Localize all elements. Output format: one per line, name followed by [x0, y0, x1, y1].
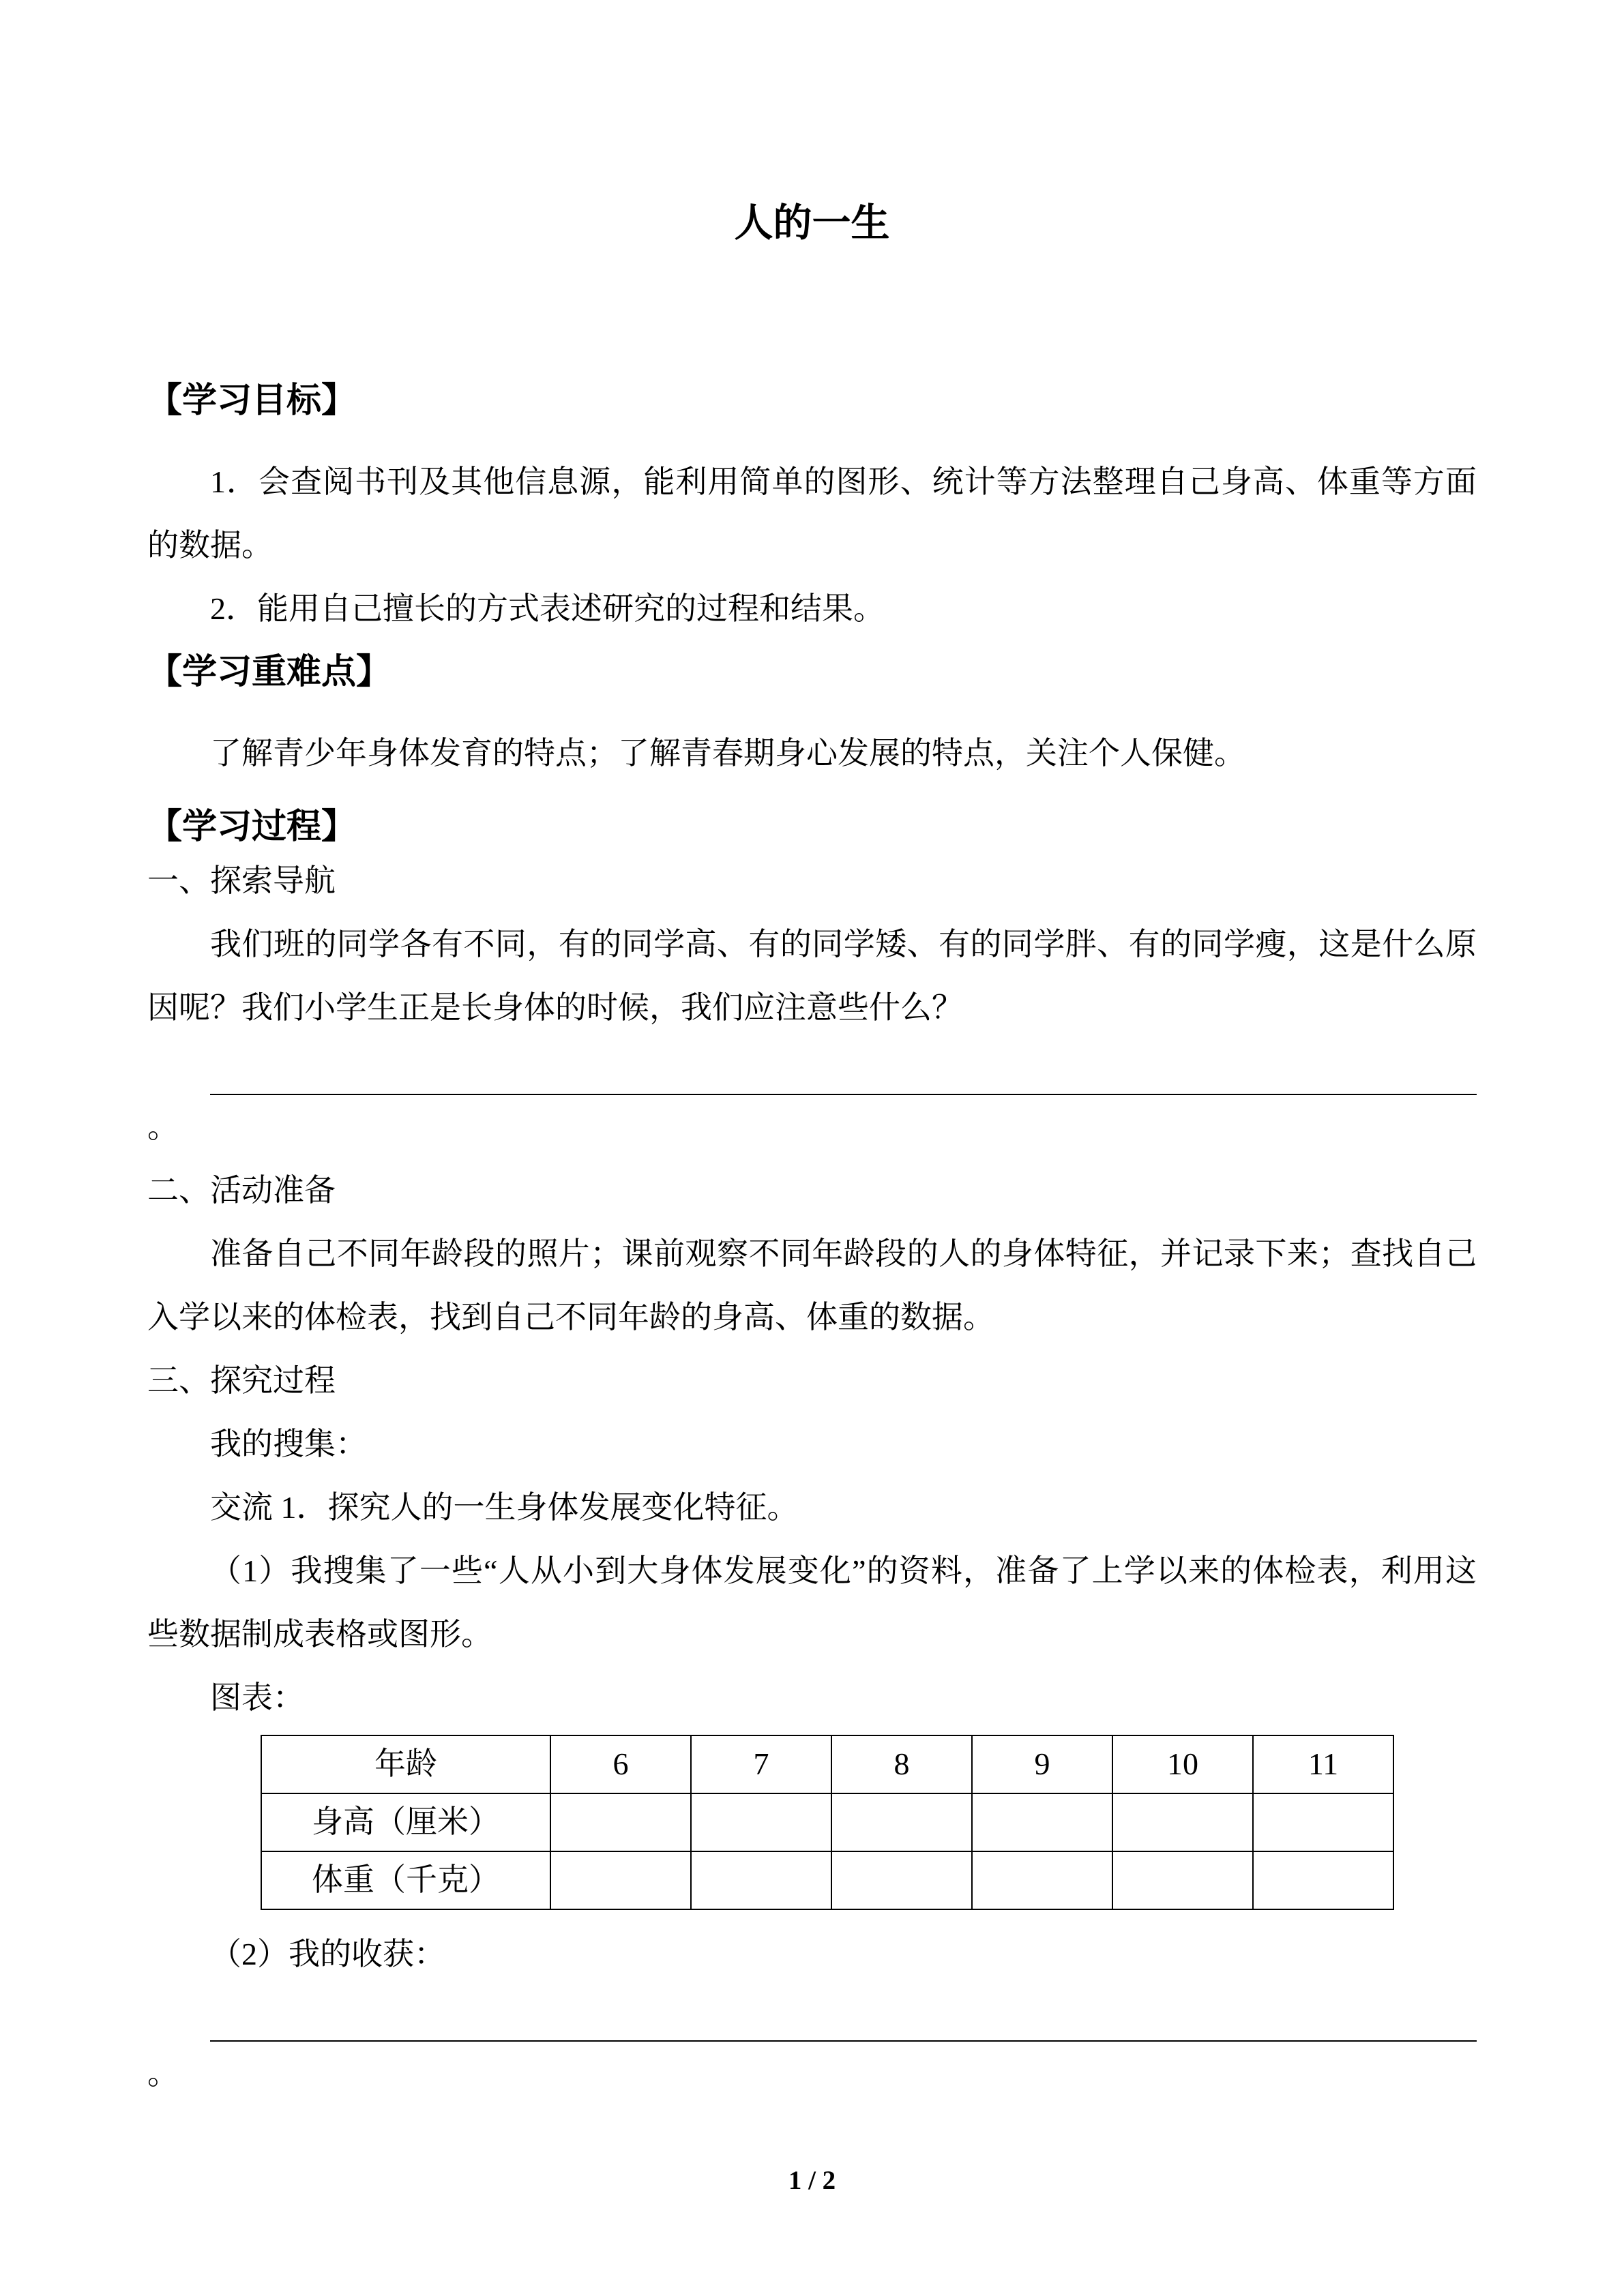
exchange-item-text: 交流 1．探究人的一生身体发展变化特征。	[210, 1490, 799, 1525]
table-cell	[1112, 1851, 1253, 1909]
answer-period-2: 。	[147, 2056, 179, 2091]
objective-item-1: 1．会查阅书刊及其他信息源，能利用简单的图形、统计等方法整理自己身高、体重等方面的数据。	[147, 464, 1477, 563]
row-label-weight: 体重（千克）	[261, 1851, 550, 1909]
table-header-cell: 7	[691, 1735, 831, 1793]
table-cell	[1112, 1793, 1253, 1851]
subsection-title-3: 三、探究过程	[147, 1363, 336, 1398]
subsection-title-2: 二、活动准备	[147, 1173, 336, 1208]
row-label-height: 身高（厘米）	[261, 1793, 550, 1851]
table-header-cell: 9	[972, 1735, 1112, 1793]
collection-label: 我的搜集：	[210, 1427, 367, 1461]
table-cell	[831, 1851, 972, 1909]
page-number: 1 / 2	[788, 2166, 836, 2195]
answer-period-1: 。	[147, 1109, 179, 1144]
table-header-cell: 8	[831, 1735, 972, 1793]
table-header-cell: 11	[1253, 1735, 1393, 1793]
section-heading-process: 【学习过程】	[147, 808, 357, 846]
table-row-height	[261, 1793, 1393, 1851]
table-cell	[1253, 1793, 1393, 1851]
table-cell	[550, 1793, 691, 1851]
table-cell	[1253, 1851, 1393, 1909]
chart-label: 图表：	[210, 1680, 304, 1715]
section-heading-key-points: 【学习重难点】	[147, 653, 392, 691]
section-heading-objectives: 【学习目标】	[147, 382, 357, 420]
preparation-text: 准备自己不同年龄段的照片；课前观察不同年龄段的人的身体特征，并记录下来；查找自己入学以来的体检表，找到自己不同年龄的身高、体重的数据。	[147, 1236, 1477, 1335]
objective-item-2: 2．能用自己擅长的方式表述研究的过程和结果。	[210, 591, 885, 626]
subsection-title-1: 一、探索导航	[147, 863, 336, 898]
step-2-text: （2）我的收获：	[210, 1937, 445, 1971]
table-header-cell: 6	[550, 1735, 691, 1793]
table-header-cell-age: 年龄	[261, 1735, 550, 1793]
growth-data-table	[261, 1735, 1394, 1910]
table-cell	[972, 1851, 1112, 1909]
table-header-cell: 10	[1112, 1735, 1253, 1793]
step-1-text: （1）我搜集了一些“人从小到大身体发展变化”的资料，准备了上学以来的体检表，利用这些数据制成表格或图形。	[147, 1553, 1477, 1652]
data-table-wrapper	[261, 1735, 1477, 1910]
key-points-text: 了解青少年身体发育的特点；了解青春期身心发展的特点，关注个人保健。	[210, 736, 1245, 771]
page-title: 人的一生	[734, 202, 890, 245]
intro-question-text: 我们班的同学各有不同，有的同学高、有的同学矮、有的同学胖、有的同学瘦，这是什么原因呢？我们小学生正是长身体的时候，我们应注意些什么？	[147, 927, 1477, 1025]
table-cell	[691, 1793, 831, 1851]
table-cell	[691, 1851, 831, 1909]
table-cell	[550, 1851, 691, 1909]
table-cell	[972, 1793, 1112, 1851]
table-row-weight	[261, 1851, 1393, 1909]
table-cell	[831, 1793, 972, 1851]
table-header-row	[261, 1735, 1393, 1793]
